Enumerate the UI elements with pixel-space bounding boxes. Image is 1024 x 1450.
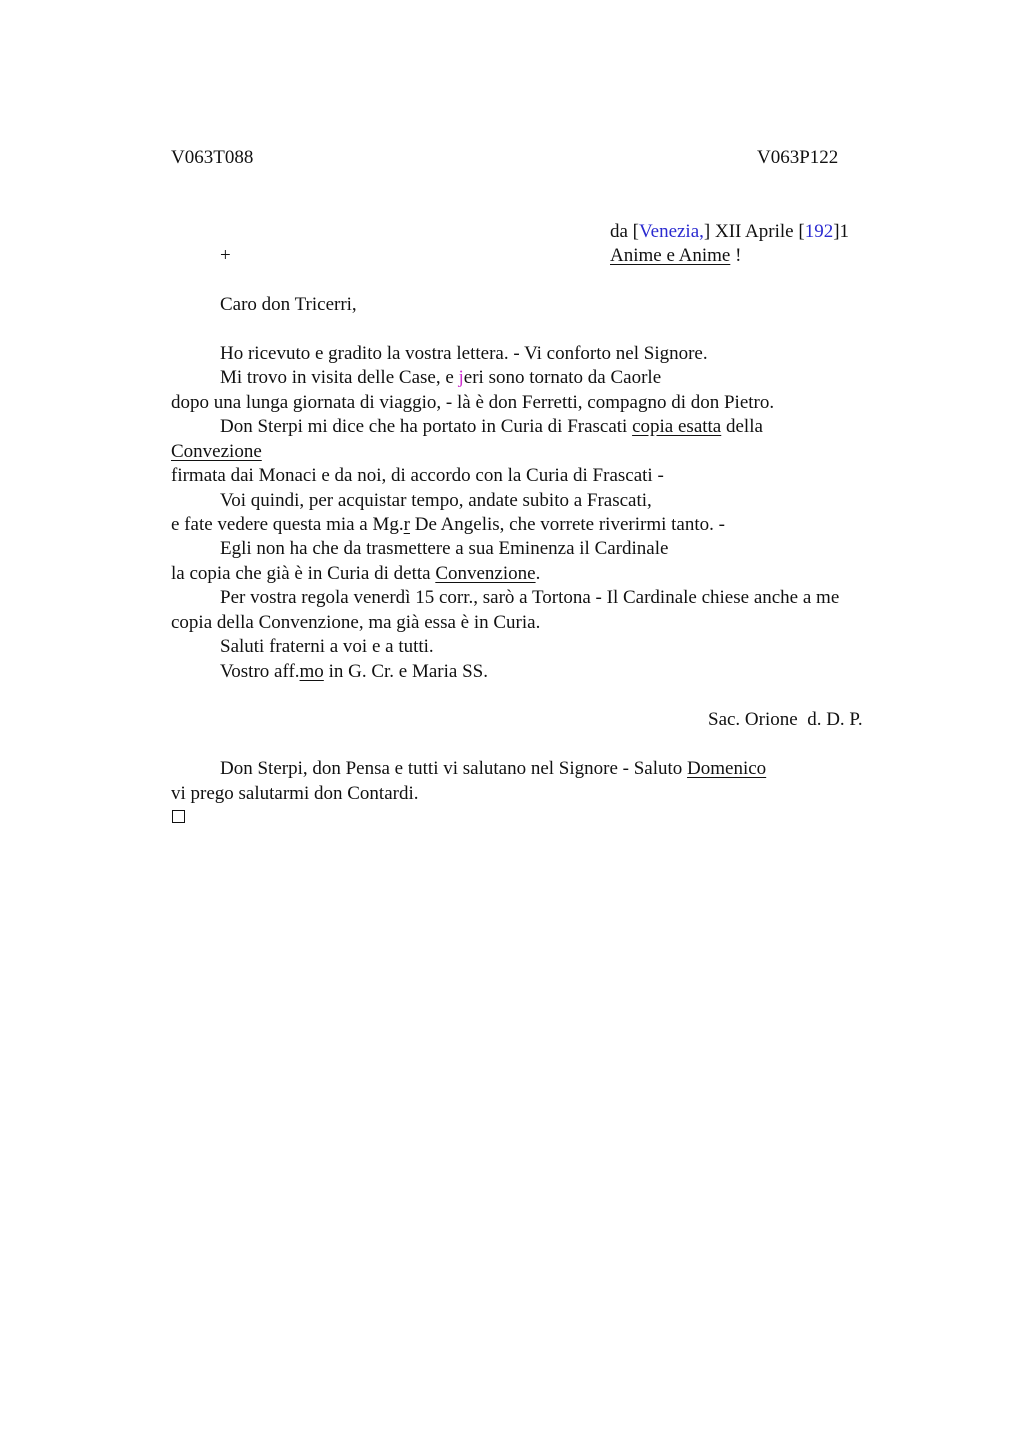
dateline-year-editorial: 192 [804,221,834,242]
body-line-14-b: in G. Cr. e Maria SS. [323,661,488,682]
underlined-convezione: Convezione [171,441,262,462]
body-line-3: dopo una lunga giornata di viaggio, - là è don Ferretti, compagno di don Pietro. [171,392,775,413]
body-line-13: Saluti fraterni a voi e a tutti. [220,636,434,657]
underlined-copia-esatta: copia esatta [632,416,722,437]
body-line-1: Ho ricevuto e gradito la vostra lettera. - Vi conforto nel Signore. [220,343,708,364]
signature: Sac. Orione d. D. P. [708,709,863,730]
end-of-document-box-icon [172,810,185,823]
motto-text: Anime e Anime [610,245,731,266]
document-code-left: V063T088 [171,147,254,168]
cross-mark: + [220,245,231,266]
underlined-convenzione: Convenzione [435,563,536,584]
body-line-6: firmata dai Monaci e da noi, di accordo con la Curia di Frascati - [171,465,664,486]
dateline-middle: ] XII Aprile [ [703,221,805,242]
body-line-4 [220,415,763,439]
postscript-line-1 [220,757,766,781]
body-line-8-a: e fate vedere questa mia a Mg. [171,514,404,535]
body-line-5 [171,440,262,464]
underlined-mo: mo [299,661,324,682]
dateline-prefix: da [ [610,221,640,242]
document-code-right: V063P122 [757,147,839,168]
body-line-2 [220,366,661,390]
motto-suffix: ! [730,245,742,266]
dateline-place: Venezia, [639,221,704,242]
body-line-14-a: Vostro aff. [220,661,300,682]
body-line-8-b: De Angelis, che vorrete riverirmi tanto. - [409,514,725,535]
body-line-14 [220,660,488,684]
postscript-line-2: vi prego salutarmi don Contardi. [171,783,419,804]
body-line-4-b: della [721,416,763,437]
underlined-r: r [403,514,410,535]
body-line-10-a: la copia che già è in Curia di detta [171,563,436,584]
body-line-12: copia della Convenzione, ma già essa è in Curia. [171,612,541,633]
motto [610,244,741,268]
body-line-10 [171,562,540,586]
underlined-domenico: Domenico [687,758,767,779]
body-line-4-a: Don Sterpi mi dice che ha portato in Curia di Frascati [220,416,633,437]
body-line-9: Egli non ha che da trasmettere a sua Eminenza il Cardinale [220,538,669,559]
dateline-suffix: ]1 [833,221,850,242]
body-line-10-b: . [535,563,541,584]
body-line-7: Voi quindi, per acquistar tempo, andate subito a Frascati, [220,490,652,511]
postscript-line-1-a: Don Sterpi, don Pensa e tutti vi salutano nel Signore - Saluto [220,758,688,779]
editorial-letter-j: j [458,367,464,388]
dateline [610,220,849,244]
body-line-11: Per vostra regola venerdì 15 corr., sarò a Tortona - Il Cardinale chiese anche a me [220,587,840,608]
body-line-8 [171,513,725,537]
body-line-2-b: eri sono tornato da Caorle [463,367,662,388]
salutation: Caro don Tricerri, [220,294,357,315]
body-line-2-a: Mi trovo in visita delle Case, e [220,367,459,388]
